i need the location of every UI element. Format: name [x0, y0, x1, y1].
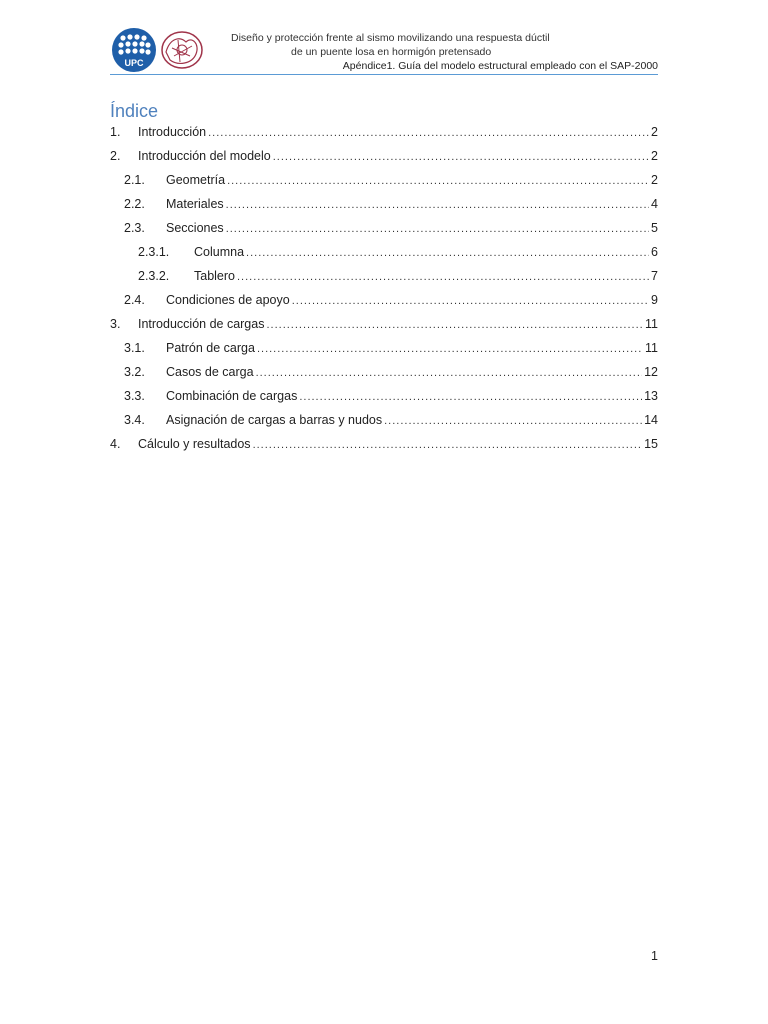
- toc-entry[interactable]: [110, 149, 658, 167]
- toc-dot-leader: [256, 367, 643, 379]
- toc-dot-leader: [299, 391, 642, 403]
- toc-entry-number: 1.: [110, 125, 121, 139]
- toc-dot-leader: [237, 271, 649, 283]
- toc-dot-leader: [226, 199, 649, 211]
- toc-dot-leader: [226, 223, 649, 235]
- toc-dot-leader: [227, 175, 649, 187]
- toc-entry-page: 13: [644, 389, 658, 403]
- toc-entry-page: 2: [651, 149, 658, 163]
- toc-entry-number: 2.3.1.: [138, 245, 170, 259]
- toc-dot-leader: [257, 343, 643, 355]
- page-header: [0, 0, 768, 80]
- toc-entry-page: 2: [651, 173, 658, 187]
- toc-entry-title: Columna: [194, 245, 245, 259]
- toc-entry[interactable]: [110, 125, 658, 143]
- toc-entry-number: 3.3.: [124, 389, 145, 403]
- toc-entry[interactable]: [124, 221, 658, 239]
- toc-dot-leader: [208, 127, 649, 139]
- toc-entry[interactable]: [124, 341, 658, 359]
- toc-entry-title: Patrón de carga: [166, 341, 255, 355]
- toc-dot-leader: [292, 295, 649, 307]
- toc-entry-number: 3.1.: [124, 341, 145, 355]
- toc-entry[interactable]: [124, 413, 658, 431]
- toc-entry-title: Secciones: [166, 221, 224, 235]
- toc-entry-number: 2.: [110, 149, 121, 163]
- toc-entry[interactable]: [124, 293, 658, 311]
- toc-entry-number: 4.: [110, 437, 121, 451]
- toc-entry[interactable]: [124, 365, 658, 383]
- seal-logo: [160, 30, 204, 70]
- toc-entry[interactable]: [110, 437, 658, 455]
- toc-entry-title: Combinación de cargas: [166, 389, 298, 403]
- toc-dot-leader: [266, 319, 643, 331]
- toc-entry-title: Asignación de cargas a barras y nudos: [166, 413, 383, 427]
- toc-entry-number: 2.3.: [124, 221, 145, 235]
- toc-entry-title: Introducción de cargas: [138, 317, 265, 331]
- toc-entry[interactable]: [124, 173, 658, 191]
- toc-entry[interactable]: [138, 245, 658, 263]
- toc-entry-page: 2: [651, 125, 658, 139]
- toc-entry-title: Casos de carga: [166, 365, 254, 379]
- toc-entry-number: 2.2.: [124, 197, 145, 211]
- upc-logo: [112, 28, 156, 72]
- toc-entry[interactable]: [124, 197, 658, 215]
- page-number: 1: [651, 949, 658, 963]
- toc-entry-title: Materiales: [166, 197, 224, 211]
- toc-dot-leader: [273, 151, 649, 163]
- toc-entry-page: 5: [651, 221, 658, 235]
- toc-dot-leader: [253, 439, 643, 451]
- toc-entry-page: 11: [645, 317, 658, 331]
- toc-entry-number: 2.3.2.: [138, 269, 170, 283]
- toc-entry-title: Introducción del modelo: [138, 149, 271, 163]
- toc-entry[interactable]: [110, 317, 658, 335]
- toc-entry[interactable]: [124, 389, 658, 407]
- toc-heading: Índice: [110, 101, 159, 121]
- toc-entry-number: 3.4.: [124, 413, 145, 427]
- toc-entry-page: 14: [644, 413, 658, 427]
- toc-dot-leader: [384, 415, 642, 427]
- toc-entry-page: 12: [644, 365, 658, 379]
- toc-entry-page: 11: [645, 341, 658, 355]
- toc-entry-number: 3.2.: [124, 365, 145, 379]
- header-title-line1: Diseño y protección frente al sismo movilizando una respuesta dúctil: [231, 32, 550, 44]
- header-subtitle: Apéndice1. Guía del modelo estructural empleado con el SAP-2000: [342, 60, 658, 72]
- header-title-line2: de un puente losa en hormigón pretensado: [291, 46, 492, 58]
- toc-entry-page: 7: [651, 269, 658, 283]
- toc-entry-page: 15: [644, 437, 658, 451]
- upc-logo-text: UPC: [124, 58, 144, 68]
- toc-entry-title: Tablero: [194, 269, 235, 283]
- toc-entry-number: 2.4.: [124, 293, 145, 307]
- toc-entry-title: Condiciones de apoyo: [166, 293, 290, 307]
- header-divider: [110, 74, 658, 75]
- toc-entry-title: Cálculo y resultados: [138, 437, 251, 451]
- toc-entry-page: 6: [651, 245, 658, 259]
- toc-dot-leader: [246, 247, 649, 259]
- toc-entry-title: Introducción: [138, 125, 207, 139]
- toc-entry-title: Geometría: [166, 173, 226, 187]
- toc-entry-page: 9: [651, 293, 658, 307]
- toc-entry[interactable]: [138, 269, 658, 287]
- toc-entry-number: 3.: [110, 317, 121, 331]
- toc-entry-page: 4: [651, 197, 658, 211]
- toc-entry-number: 2.1.: [124, 173, 145, 187]
